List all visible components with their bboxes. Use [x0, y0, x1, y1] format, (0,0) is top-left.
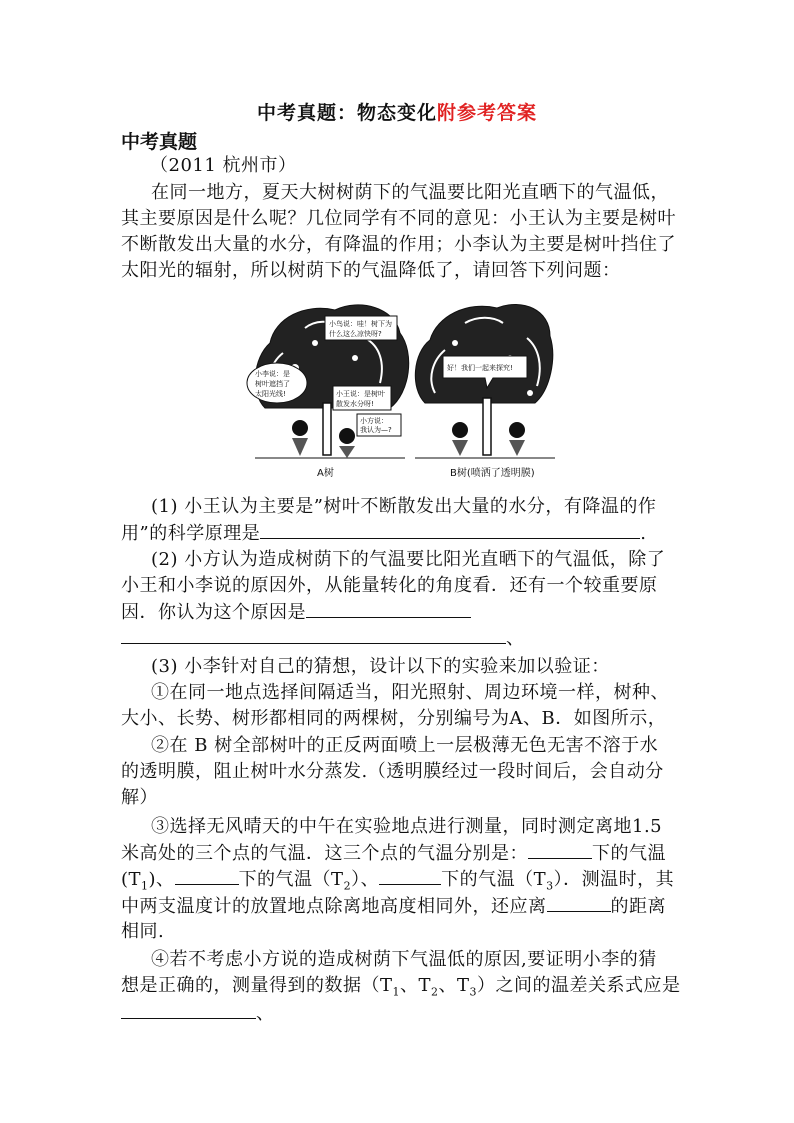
q2-line-2: 小王和小李说的原因外，从能量转化的角度看．还有一个较重要原 — [121, 575, 658, 596]
q3-step3-text-b: 下的气温 — [592, 843, 666, 864]
q3-step2-line-2: 的透明膜，阻止树叶水分蒸发.（透明膜经过一段时间后，会自动分 — [121, 761, 664, 782]
q3-step4-text-d: ）之间的温差关系式应是 — [477, 975, 681, 996]
q1-end-mark: . — [640, 523, 647, 544]
q3-blank-relation[interactable] — [121, 1000, 256, 1019]
tree-a — [247, 305, 409, 479]
q2-line-1: (2) 小方认为造成树荫下的气温要比阳光直晒下的气温低，除了 — [151, 549, 666, 570]
bubble-a3-line-1: 小王说：是树叶 — [336, 390, 385, 398]
page-title — [0, 98, 794, 125]
q3-t3-sub: 3 — [546, 879, 554, 893]
intro-line-3: 不断散发出大量的水分，有降温的作用；小李认为主要是树叶挡住了 — [121, 234, 676, 255]
intro-line-2: 其主要原因是什么呢？几位同学有不同的意见：小王认为主要是树叶 — [121, 208, 676, 229]
bubble-a4-line-2: 我认为—? — [360, 426, 392, 434]
q1-line-1: (1) 小王认为主要是”树叶不断散发出大量的水分，有降温的作 — [151, 496, 657, 517]
q3-step1-line-2: 大小、长势、树形都相同的两棵树，分别编号为A、B．如图所示， — [121, 708, 667, 729]
q3-step3-text-d: 的距离 — [610, 896, 666, 917]
tree-illustration-svg — [245, 298, 555, 484]
q2-line-3 — [121, 599, 681, 626]
q3-step4-sub-2: 2 — [431, 985, 439, 999]
q3-t1-close: )、 — [148, 869, 175, 890]
intro-line-4: 太阳光的辐射，所以树荫下的气温降低了，请回答下列问题： — [121, 260, 621, 281]
section-heading: 中考真题 — [121, 131, 198, 153]
q3-step2-line-3: 解） — [121, 787, 158, 808]
title-answer-note: 附参考答案 — [437, 102, 538, 124]
q3-step4-text-c: 、T — [438, 975, 470, 996]
q2-prompt: 因．你认为这个原因是 — [121, 602, 306, 623]
bubble-b1: 好！我们一起来探究! — [447, 364, 513, 372]
q3-line-1: (3) 小李针对自己的猜想，设计以下的实验来加以验证： — [151, 656, 610, 677]
q3-step4-line-1: ④若不考虑小方说的造成树荫下气温低的原因,要证明小李的猜 — [151, 949, 657, 970]
q2-end-mark: 、 — [506, 628, 525, 649]
bubble-a1-line-1: 小鸟说：哇！树下为 — [329, 320, 392, 328]
intro-line-1: 在同一地方，夏天大树树荫下的气温要比阳光直晒下的气温低， — [151, 182, 669, 203]
bubble-a2-line-2: 树叶遮挡了 — [255, 380, 290, 388]
tree-b-label: B树(喷洒了透明膜) — [450, 468, 535, 479]
q1-answer-blank[interactable] — [260, 520, 640, 539]
bubble-a3-line-2: 散发水分呀! — [336, 400, 374, 408]
q2-line-4 — [121, 625, 681, 652]
q3-blank-point-1[interactable] — [528, 840, 592, 859]
q3-blank-point-2[interactable] — [175, 866, 239, 885]
title-main: 中考真题：物态变化 — [256, 102, 437, 124]
q3-step1-line-1: ①在同一地点选择间隔适当，阳光照射、周边环境一样，树种、 — [151, 682, 669, 703]
q3-step3-line-4 — [121, 893, 681, 920]
q3-t3-open: 下的气温（T — [441, 869, 547, 890]
source-line: （2011 杭州市） — [150, 155, 297, 176]
q3-step4-sub-3: 3 — [469, 985, 478, 999]
q2-answer-blank-1[interactable] — [306, 599, 471, 618]
q3-t2-sub: 2 — [343, 879, 352, 893]
q3-blank-point-3[interactable] — [379, 866, 441, 885]
q3-step3-line-2 — [121, 840, 681, 867]
q3-step3-line-1: ③选择无风晴天的中午在实验地点进行测量，同时测定离地1.5 — [151, 816, 663, 837]
q3-t1-open: (T — [121, 869, 142, 890]
q3-step4-sub-1: 1 — [392, 985, 401, 999]
bubble-a2-line-3: 太阳光线! — [255, 390, 286, 398]
q3-step3-text-a: 米高处的三个点的气温．这三个点的气温分别是： — [121, 843, 528, 864]
q3-t2-close: ）、 — [351, 869, 380, 890]
q3-step4-text-b: 、T — [400, 975, 432, 996]
bubble-a1-line-2: 什么这么凉快呀? — [329, 330, 382, 338]
q3-step4-text-a: 想是正确的，测量得到的数据（T — [121, 975, 393, 996]
q3-t2-open: 下的气温（T — [238, 869, 344, 890]
bubble-a2-line-1: 小李说：是 — [255, 370, 290, 378]
q3-step3-line-5: 相同. — [121, 921, 165, 942]
tree-b — [415, 304, 555, 479]
q3-step2-line-1: ②在 B 树全部树叶的正反两面喷上一层极薄无色无害不溶于水 — [151, 735, 659, 756]
q3-t3-close: ）．测温时，其 — [553, 869, 675, 890]
q3-step3-text-c: 中两支温度计的放置地点除离地高度相同外，还应离 — [121, 896, 547, 917]
q1-prompt: 用”的科学原理是 — [121, 523, 261, 544]
q1-line-2 — [121, 520, 681, 547]
q3-step4-line-3 — [121, 1000, 681, 1027]
q2-answer-blank-2[interactable] — [121, 625, 506, 644]
tree-a-label: A树 — [317, 468, 334, 479]
q3-t1-sub: 1 — [141, 879, 149, 893]
bubble-a4-line-1: 小方说： — [360, 417, 388, 425]
q3-blank-distance[interactable] — [547, 893, 611, 912]
tree-illustration — [245, 298, 555, 484]
q3-end-mark: 、 — [256, 1003, 275, 1024]
